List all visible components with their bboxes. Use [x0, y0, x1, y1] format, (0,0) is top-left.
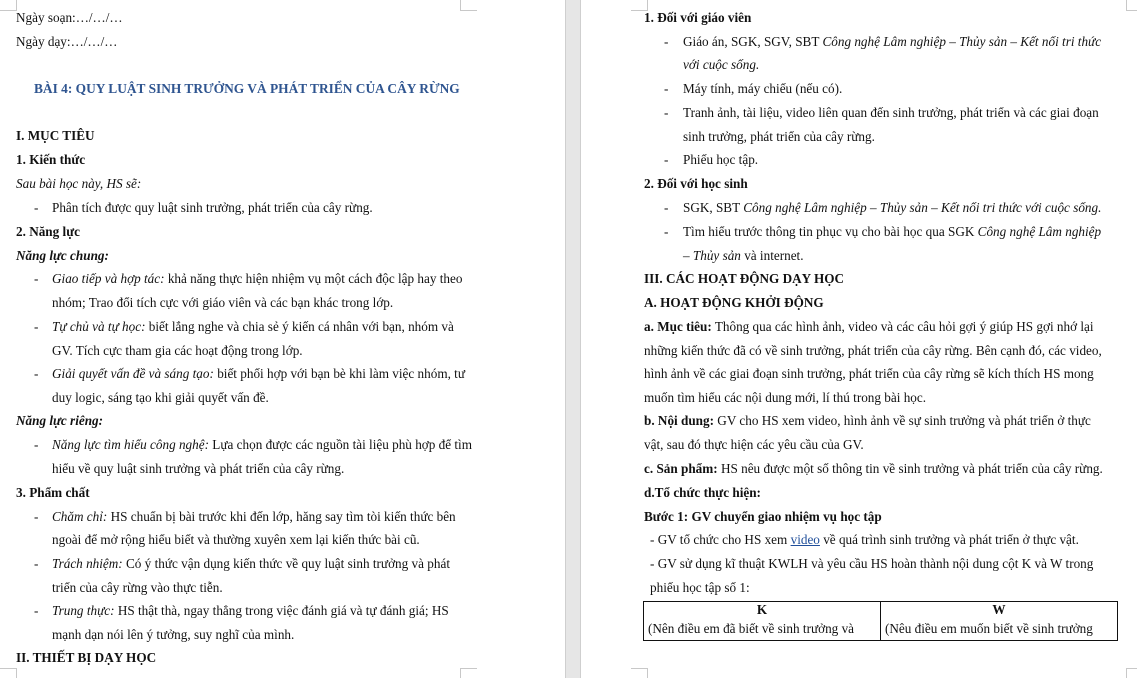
activity-a-heading: A. HOẠT ĐỘNG KHỞI ĐỘNG: [644, 295, 824, 310]
subheading-qualities: 3. Phẩm chất: [16, 485, 90, 500]
list-dash: -: [34, 319, 39, 334]
list-dash: -: [664, 105, 669, 120]
product-label: c. Sản phẩm:: [644, 461, 718, 476]
objective-label: a. Mục tiêu:: [644, 319, 712, 334]
list-dash: -: [664, 81, 669, 96]
competency-text: Lựa chọn được các nguồn tài liệu phù hợp để tìm: [209, 437, 472, 452]
table-row: [644, 602, 1118, 641]
product-line: [644, 461, 1103, 477]
textbook-title: Công nghệ Lâm nghiệp: [977, 224, 1102, 239]
list-dash: -: [34, 437, 39, 452]
list-dash: -: [664, 152, 669, 167]
crop-mark: [460, 0, 477, 11]
competency-item-line2: GV. Tích cực tham gia các hoạt động trong lớp.: [52, 343, 303, 358]
specific-competency-line1: [52, 437, 472, 453]
page-gutter: [565, 0, 581, 678]
teacher-item: Máy tính, máy chiếu (nếu có).: [683, 81, 843, 96]
competency-label: Năng lực tìm hiểu công nghệ:: [52, 437, 209, 452]
teacher-item-text: Giáo án, SGK, SGV, SBT: [683, 34, 823, 49]
student-item: [683, 200, 1101, 216]
competency-label: Giao tiếp và hợp tác:: [52, 271, 165, 286]
list-dash: -: [34, 366, 39, 381]
competency-item-line1: [52, 271, 462, 287]
cell-text: (Nên điều em đã biết về sinh trưởng và: [648, 621, 855, 636]
product-text: HS nêu được một số thông tin về sinh trưởng và phát triển của cây rừng.: [717, 461, 1103, 476]
quality-item-line1: [52, 509, 456, 525]
competency-item-line1: [52, 319, 454, 335]
step1-line: [650, 532, 1079, 548]
crop-mark: [631, 668, 648, 678]
competency-label: Giải quyết vấn đề và sáng tạo:: [52, 366, 214, 381]
competency-item-line2: nhóm; Trao đổi tích cực với giáo viên và các bạn khác trong lớp.: [52, 295, 394, 310]
step1-line: - GV sử dụng kĩ thuật KWLH và yêu cầu HS hoàn thành nội dung cột K và W trong: [650, 556, 1094, 571]
crop-mark: [0, 0, 17, 11]
column-header-w: W: [992, 602, 1006, 617]
competency-label: Tự chủ và tự học:: [52, 319, 146, 334]
step1-line: phiếu học tập số 1:: [650, 580, 750, 595]
list-dash: -: [34, 271, 39, 286]
crop-mark: [1126, 0, 1137, 11]
crop-mark: [460, 668, 477, 678]
teacher-item-cont: sinh trưởng, phát triển của cây rừng.: [683, 129, 875, 144]
subheading-for-teacher: 1. Đối với giáo viên: [644, 10, 752, 25]
step1-heading: Bước 1: GV chuyển giao nhiệm vụ học tập: [644, 509, 882, 524]
subheading-competency: 2. Năng lực: [16, 224, 80, 239]
quality-item-line2: mạnh dạn nói lên ý tưởng, suy nghĩ của mình.: [52, 627, 295, 642]
document-page-right: [581, 0, 1137, 678]
competency-item-line2: duy logic, sáng tạo khi giải quyết vấn đề.: [52, 390, 269, 405]
content-line: vật, sau đó thực hiện các yêu cầu của GV.: [644, 437, 864, 452]
content-label: b. Nội dung:: [644, 413, 714, 428]
teacher-item: [683, 34, 1101, 50]
quality-item-line1: [52, 603, 449, 619]
kwlh-table: [643, 601, 1118, 641]
list-dash: -: [34, 509, 39, 524]
quality-label: Trách nhiệm:: [52, 556, 123, 571]
teacher-item: Phiếu học tập.: [683, 152, 759, 167]
textbook-title: Công nghệ Lâm nghiệp – Thủy sản – Kết nối tri thức với cuộc sống.: [743, 200, 1102, 215]
teacher-item: Tranh ảnh, tài liệu, video liên quan đến sinh trưởng, phát triển và các giai đoạn: [683, 105, 1099, 120]
objective-line: những kiến thức đã có về sinh trưởng, phát triển của cây rừng. Bên cạnh đó, các video,: [644, 343, 1102, 358]
crop-mark: [1126, 668, 1137, 678]
cell-text: (Nêu điều em muốn biết về sinh trưởng: [885, 621, 1093, 636]
objective-line: [644, 319, 1094, 335]
crop-mark: [0, 668, 17, 678]
competency-text: khả năng thực hiện nhiệm vụ một cách độc lập hay theo: [164, 271, 463, 286]
student-item-text: SGK, SBT: [683, 200, 744, 215]
subheading-knowledge: 1. Kiến thức: [16, 152, 86, 167]
student-item-text: Tìm hiểu trước thông tin phục vụ cho bài học qua SGK: [683, 224, 978, 239]
competency-text: biết phối hợp với bạn bè khi làm việc nhóm, tư: [213, 366, 465, 381]
quality-text: Có ý thức vận dụng kiến thức về quy luật sinh trưởng và phát: [122, 556, 450, 571]
specific-competency-heading: Năng lực riêng:: [16, 413, 104, 428]
textbook-title-cont: với cuộc sống.: [683, 57, 760, 72]
textbook-title: Công nghệ Lâm nghiệp – Thủy sản – Kết nối tri thức: [822, 34, 1102, 49]
student-item-cont: [683, 248, 804, 264]
list-dash: -: [664, 34, 669, 49]
list-dash: -: [34, 200, 39, 215]
competency-text: biết lắng nghe và chia sẻ ý kiến cá nhân với bạn, nhóm và: [145, 319, 454, 334]
step1-text: về quá trình sinh trưởng và phát triển ở thực vật.: [819, 532, 1079, 547]
lesson-title: BÀI 4: QUY LUẬT SINH TRƯỞNG VÀ PHÁT TRIỂN CỦA CÂY RỪNG: [34, 81, 460, 96]
objective-line: muốn tìm hiểu các nội dung mới, lí thú trong bài học.: [644, 390, 927, 405]
column-header-k: K: [756, 602, 768, 617]
quality-label: Trung thực:: [52, 603, 115, 618]
document-page-left: [0, 0, 565, 678]
section-heading-objectives: I. MỤC TIÊU: [16, 128, 95, 143]
table-cell-w: [881, 602, 1118, 641]
quality-text: HS thật thà, ngay thẳng trong việc đánh giá và tự đánh giá; HS: [114, 603, 449, 618]
content-line: [644, 413, 1091, 429]
list-dash: -: [34, 556, 39, 571]
section-heading-activities: III. CÁC HOẠT ĐỘNG DẠY HỌC: [644, 271, 845, 286]
quality-text: HS chuẩn bị bài trước khi đến lớp, hăng say tìm tòi kiến thức bên: [107, 509, 456, 524]
student-item: [683, 224, 1101, 240]
list-dash: -: [664, 224, 669, 239]
specific-competency-line2: hiểu về quy luật sinh trưởng và phát triển của cây rừng.: [52, 461, 345, 476]
content-text: GV cho HS xem video, hình ảnh về sự sinh trưởng và phát triển ở thực: [714, 413, 1091, 428]
table-cell-k: [644, 602, 881, 641]
step1-text: - GV tổ chức cho HS xem: [650, 532, 791, 547]
knowledge-intro: Sau bài học này, HS sẽ:: [16, 176, 142, 191]
student-item-text: và internet.: [740, 248, 804, 263]
date-taught: Ngày dạy:…/…/…: [16, 34, 118, 49]
objective-text: Thông qua các hình ảnh, video và các câu hỏi gợi ý giúp HS gợi nhớ lại: [711, 319, 1094, 334]
organization-heading: d.Tổ chức thực hiện:: [644, 485, 761, 500]
objective-line: hình ảnh về các giai đoạn sinh trưởng, phát triển của cây rừng sẽ kích thích HS mong: [644, 366, 1094, 381]
list-dash: -: [664, 200, 669, 215]
quality-item-line1: [52, 556, 450, 572]
date-prepared: Ngày soạn:…/…/…: [16, 10, 123, 25]
textbook-title: – Thủy sản: [683, 248, 741, 263]
video-link[interactable]: video: [790, 532, 820, 547]
quality-item-line2: ngoài để mở rộng hiểu biết và thường xuyên xem lại kiến thức bài cũ.: [52, 532, 420, 547]
competency-item-line1: [52, 366, 465, 382]
general-competency-heading: Năng lực chung:: [16, 248, 109, 263]
quality-item-line2: triển của cây rừng vào thực tiễn.: [52, 580, 223, 595]
subheading-for-student: 2. Đối với học sinh: [644, 176, 748, 191]
section-heading-equipment: II. THIẾT BỊ DẠY HỌC: [16, 650, 157, 665]
list-dash: -: [34, 603, 39, 618]
quality-label: Chăm chỉ:: [52, 509, 108, 524]
knowledge-item: Phân tích được quy luật sinh trưởng, phát triển của cây rừng.: [52, 200, 373, 215]
